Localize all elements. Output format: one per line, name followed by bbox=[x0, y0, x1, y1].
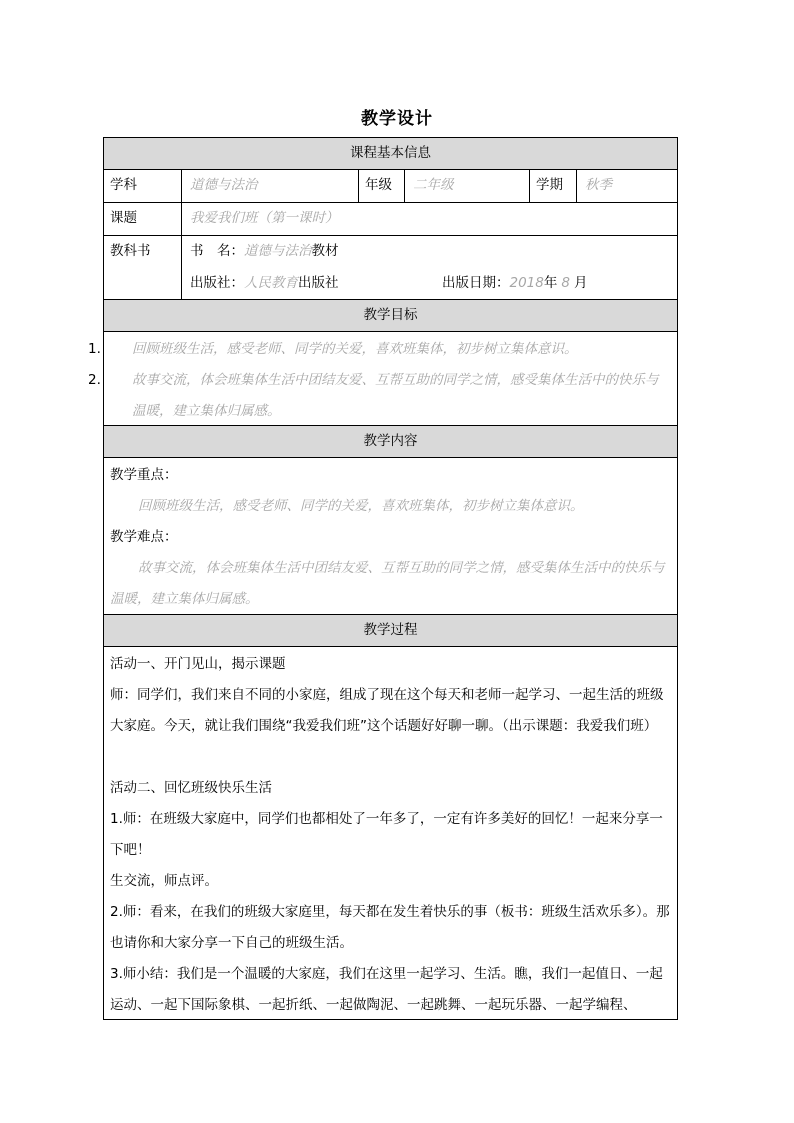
process-paragraph: 2.师：看来，在我们的班级大家庭里，每天都在发生着快乐的事（板书：班级生活欢乐多）。那也请你和大家分享一下自己的班级生活。 bbox=[110, 904, 670, 951]
process-paragraph: 活动二、回忆班级快乐生活 bbox=[110, 780, 272, 796]
objective-text: 回顾班级生活，感受老师、同学的关爱，喜欢班集体，初步树立集体意识。 bbox=[132, 341, 578, 357]
process-paragraph: 活动一、开门见山，揭示课题 bbox=[110, 656, 286, 672]
publisher-line bbox=[190, 268, 339, 299]
publish-month-unit: 月 bbox=[573, 275, 588, 291]
page-title: 教学设计 bbox=[361, 109, 433, 129]
difficult-point-text: 故事交流，体会班集体生活中团结友爱、互帮互助的同学之情，感受集体生活中的快乐与温暖，建立集体归属感。 bbox=[110, 560, 665, 607]
publisher-suffix: 出版社 bbox=[298, 275, 339, 291]
term-value: 秋季 bbox=[576, 170, 677, 202]
publish-year-unit: 年 bbox=[543, 275, 558, 291]
section-header-process: 教学过程 bbox=[104, 615, 677, 647]
process-paragraph: 1.师：在班级大家庭中，同学们也都相处了一年多了，一定有许多美好的回忆！一起来分享一下吧！ bbox=[110, 811, 663, 858]
objectives-body bbox=[88, 332, 677, 426]
textbook-row bbox=[104, 236, 677, 300]
objective-item-1 bbox=[88, 334, 671, 365]
publisher-value: 人民教育 bbox=[244, 275, 298, 291]
textbook-details bbox=[181, 236, 677, 299]
objective-number: 2. bbox=[88, 372, 101, 388]
process-paragraph: 师：同学们，我们来自不同的小家庭，组成了现在这个每天和老师一起学习、一起生活的班级大家庭。今天，就让我们围绕“我爱我们班”这个话题好好聊一聊。（出示课题：我爱我们班） bbox=[110, 687, 664, 734]
process-body bbox=[104, 647, 677, 1019]
topic-value: 我爱我们班（第一课时） bbox=[181, 203, 677, 235]
grade-value: 二年级 bbox=[404, 170, 529, 202]
section-header-objectives: 教学目标 bbox=[104, 300, 677, 332]
section-header-basic-info: 课程基本信息 bbox=[104, 138, 677, 170]
topic-label: 课题 bbox=[110, 210, 137, 226]
objective-item-2 bbox=[88, 365, 671, 427]
book-name-value: 道德与法治 bbox=[244, 243, 312, 259]
process-paragraph: 3.师小结：我们是一个温暖的大家庭，我们在这里一起学习、生活。瞧，我们一起值日、一起运动、一起下国际象棋、一起折纸、一起做陶泥、一起跳舞、一起玩乐器、一起学编程、 bbox=[110, 966, 663, 1013]
section-header-content: 教学内容 bbox=[104, 426, 677, 458]
topic-row bbox=[104, 203, 677, 236]
subject-label: 学科 bbox=[110, 177, 137, 193]
publish-date-line bbox=[442, 268, 587, 299]
book-name-line bbox=[190, 236, 339, 267]
publisher-prefix: 出版社： bbox=[190, 275, 244, 291]
objective-number: 1. bbox=[88, 341, 101, 357]
subject-row bbox=[104, 170, 677, 203]
textbook-label: 教科书 bbox=[110, 243, 151, 259]
difficult-point-label: 教学难点： bbox=[110, 529, 178, 545]
objective-text: 故事交流，体会班集体生活中团结友爱、互帮互助的同学之情，感受集体生活中的快乐与温暖，建立集体归属感。 bbox=[132, 372, 659, 419]
grade-label: 年级 bbox=[358, 170, 404, 202]
publish-year-value: 2018 bbox=[509, 275, 544, 291]
key-point-text: 回顾班级生活，感受老师、同学的关爱，喜欢班集体，初步树立集体意识。 bbox=[138, 498, 584, 514]
subject-value: 道德与法治 bbox=[181, 170, 358, 202]
term-label: 学期 bbox=[529, 170, 576, 202]
book-name-prefix: 书 名： bbox=[190, 243, 244, 259]
lesson-plan-table bbox=[88, 137, 678, 1020]
publish-date-prefix: 出版日期： bbox=[442, 275, 510, 291]
publish-month-value: 8 bbox=[561, 275, 570, 291]
key-point-label: 教学重点： bbox=[110, 467, 178, 483]
content-body bbox=[104, 458, 677, 615]
process-paragraph: 生交流，师点评。 bbox=[110, 873, 218, 889]
book-name-suffix: 教材 bbox=[311, 243, 339, 259]
